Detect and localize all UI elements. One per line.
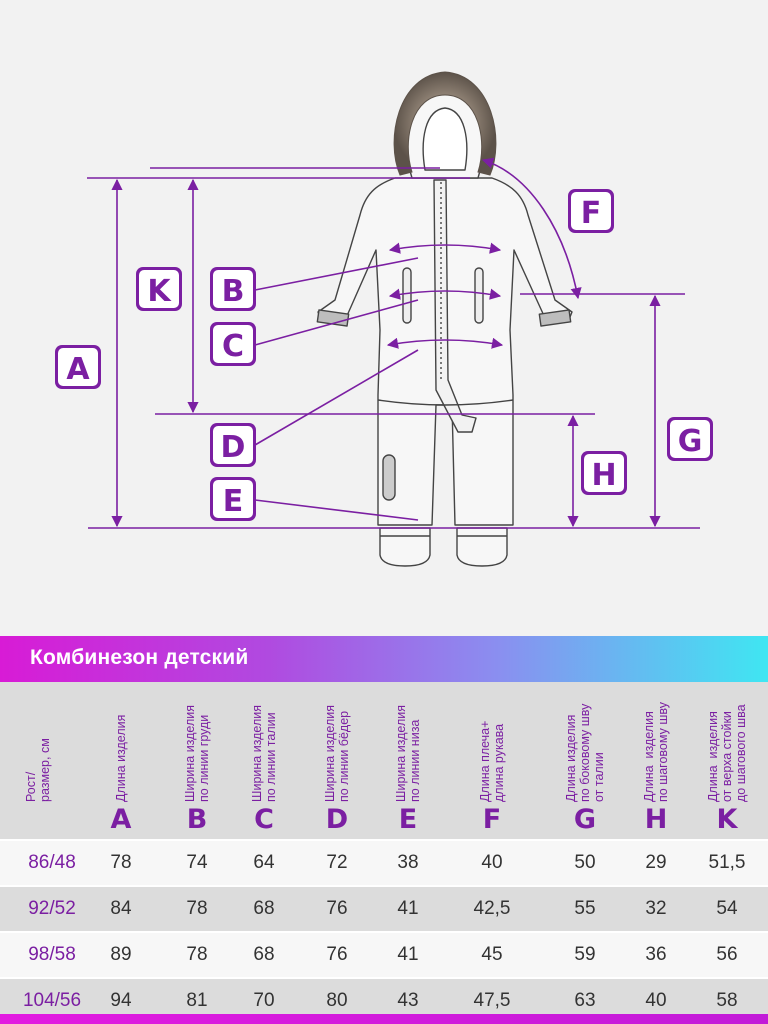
table-body — [0, 839, 768, 1023]
svg-text:E: E — [222, 484, 244, 519]
column-letter-9: K — [716, 804, 738, 835]
value-cell: 89 — [110, 944, 132, 965]
value-cell: 41 — [397, 944, 419, 965]
value-cell: 42,5 — [473, 898, 511, 919]
badge-a — [55, 345, 101, 389]
value-cell: 94 — [110, 990, 132, 1011]
svg-text:H: H — [591, 458, 617, 493]
column-label-7: Длина изделия по боковому шву от талии — [564, 703, 606, 802]
size-cell: 104/56 — [22, 990, 82, 1011]
value-cell: 55 — [574, 898, 596, 919]
table-header — [0, 682, 768, 839]
value-cell: 50 — [574, 852, 596, 873]
svg-text:K: K — [147, 274, 171, 309]
badge-f — [568, 189, 614, 233]
value-cell: 78 — [110, 852, 132, 873]
badge-b — [210, 267, 256, 311]
svg-text:G: G — [677, 424, 703, 459]
value-cell: 68 — [253, 944, 275, 965]
value-cell: 45 — [481, 944, 503, 965]
value-cell: 40 — [481, 852, 503, 873]
value-cell: 70 — [253, 990, 275, 1011]
value-cell: 78 — [186, 944, 208, 965]
badge-h — [581, 451, 627, 495]
badge-c — [210, 322, 256, 366]
column-label-2: Ширина изделия по линии груди — [183, 704, 211, 802]
svg-text:D: D — [220, 430, 246, 465]
value-cell: 29 — [645, 852, 667, 873]
product-title: Комбинезон детский — [30, 646, 249, 669]
value-cell: 54 — [716, 898, 738, 919]
value-cell: 51,5 — [708, 852, 746, 873]
jumpsuit-drawing — [317, 88, 572, 566]
column-label-6: Длина плеча+ длина рукава — [478, 720, 506, 802]
value-cell: 81 — [186, 990, 208, 1011]
value-cell: 76 — [326, 944, 348, 965]
svg-text:F: F — [580, 196, 602, 231]
value-cell: 47,5 — [473, 990, 511, 1011]
value-cell: 68 — [253, 898, 275, 919]
column-label-3: Ширина изделия по линии талии — [250, 704, 278, 802]
table-row — [0, 839, 768, 885]
column-label-5: Ширина изделия по линии низа — [394, 704, 422, 802]
column-label-1: Длина изделия — [114, 714, 128, 802]
column-letter-1: A — [110, 804, 132, 835]
value-cell: 74 — [186, 852, 208, 873]
svg-text:B: B — [221, 274, 245, 309]
value-cell: 63 — [574, 990, 596, 1011]
value-cell: 84 — [110, 898, 132, 919]
svg-text:A: A — [66, 352, 90, 387]
badge-g — [667, 417, 713, 461]
value-cell: 72 — [326, 852, 348, 873]
bottom-accent-bar — [0, 1014, 768, 1024]
column-letter-4: D — [325, 804, 349, 835]
badge-d — [210, 423, 256, 467]
value-cell: 36 — [645, 944, 667, 965]
column-label-4: Ширина изделия по линии бёдер — [323, 704, 351, 802]
column-letter-2: B — [186, 804, 208, 835]
column-letter-3: C — [254, 804, 274, 835]
column-letter-7: G — [573, 804, 597, 835]
size-cell: 86/48 — [28, 852, 76, 873]
value-cell: 43 — [397, 990, 419, 1011]
table-row — [0, 885, 768, 931]
value-cell: 56 — [716, 944, 738, 965]
value-cell: 38 — [397, 852, 419, 873]
size-cell: 98/58 — [28, 944, 76, 965]
table-row — [0, 931, 768, 977]
value-cell: 40 — [645, 990, 667, 1011]
title-banner — [0, 636, 768, 682]
value-cell: 41 — [397, 898, 419, 919]
badge-k — [136, 267, 182, 311]
value-cell: 76 — [326, 898, 348, 919]
column-label-0: Рост/ размер, см — [24, 738, 52, 802]
svg-text:C: C — [221, 329, 245, 364]
column-letter-5: E — [398, 804, 418, 835]
value-cell: 58 — [716, 990, 738, 1011]
column-letter-8: H — [644, 804, 668, 835]
value-cell: 32 — [645, 898, 667, 919]
value-cell: 59 — [574, 944, 596, 965]
value-cell: 80 — [326, 990, 348, 1011]
column-label-9: Длина изделия от верха стойки до шагового шва — [706, 704, 748, 802]
value-cell: 64 — [253, 852, 275, 873]
size-cell: 92/52 — [28, 898, 76, 919]
column-letter-6: F — [482, 804, 502, 835]
column-label-8: Длина изделия по шаговому шву — [642, 702, 670, 802]
badge-e — [210, 477, 256, 521]
size-table — [0, 682, 768, 1023]
value-cell: 78 — [186, 898, 208, 919]
